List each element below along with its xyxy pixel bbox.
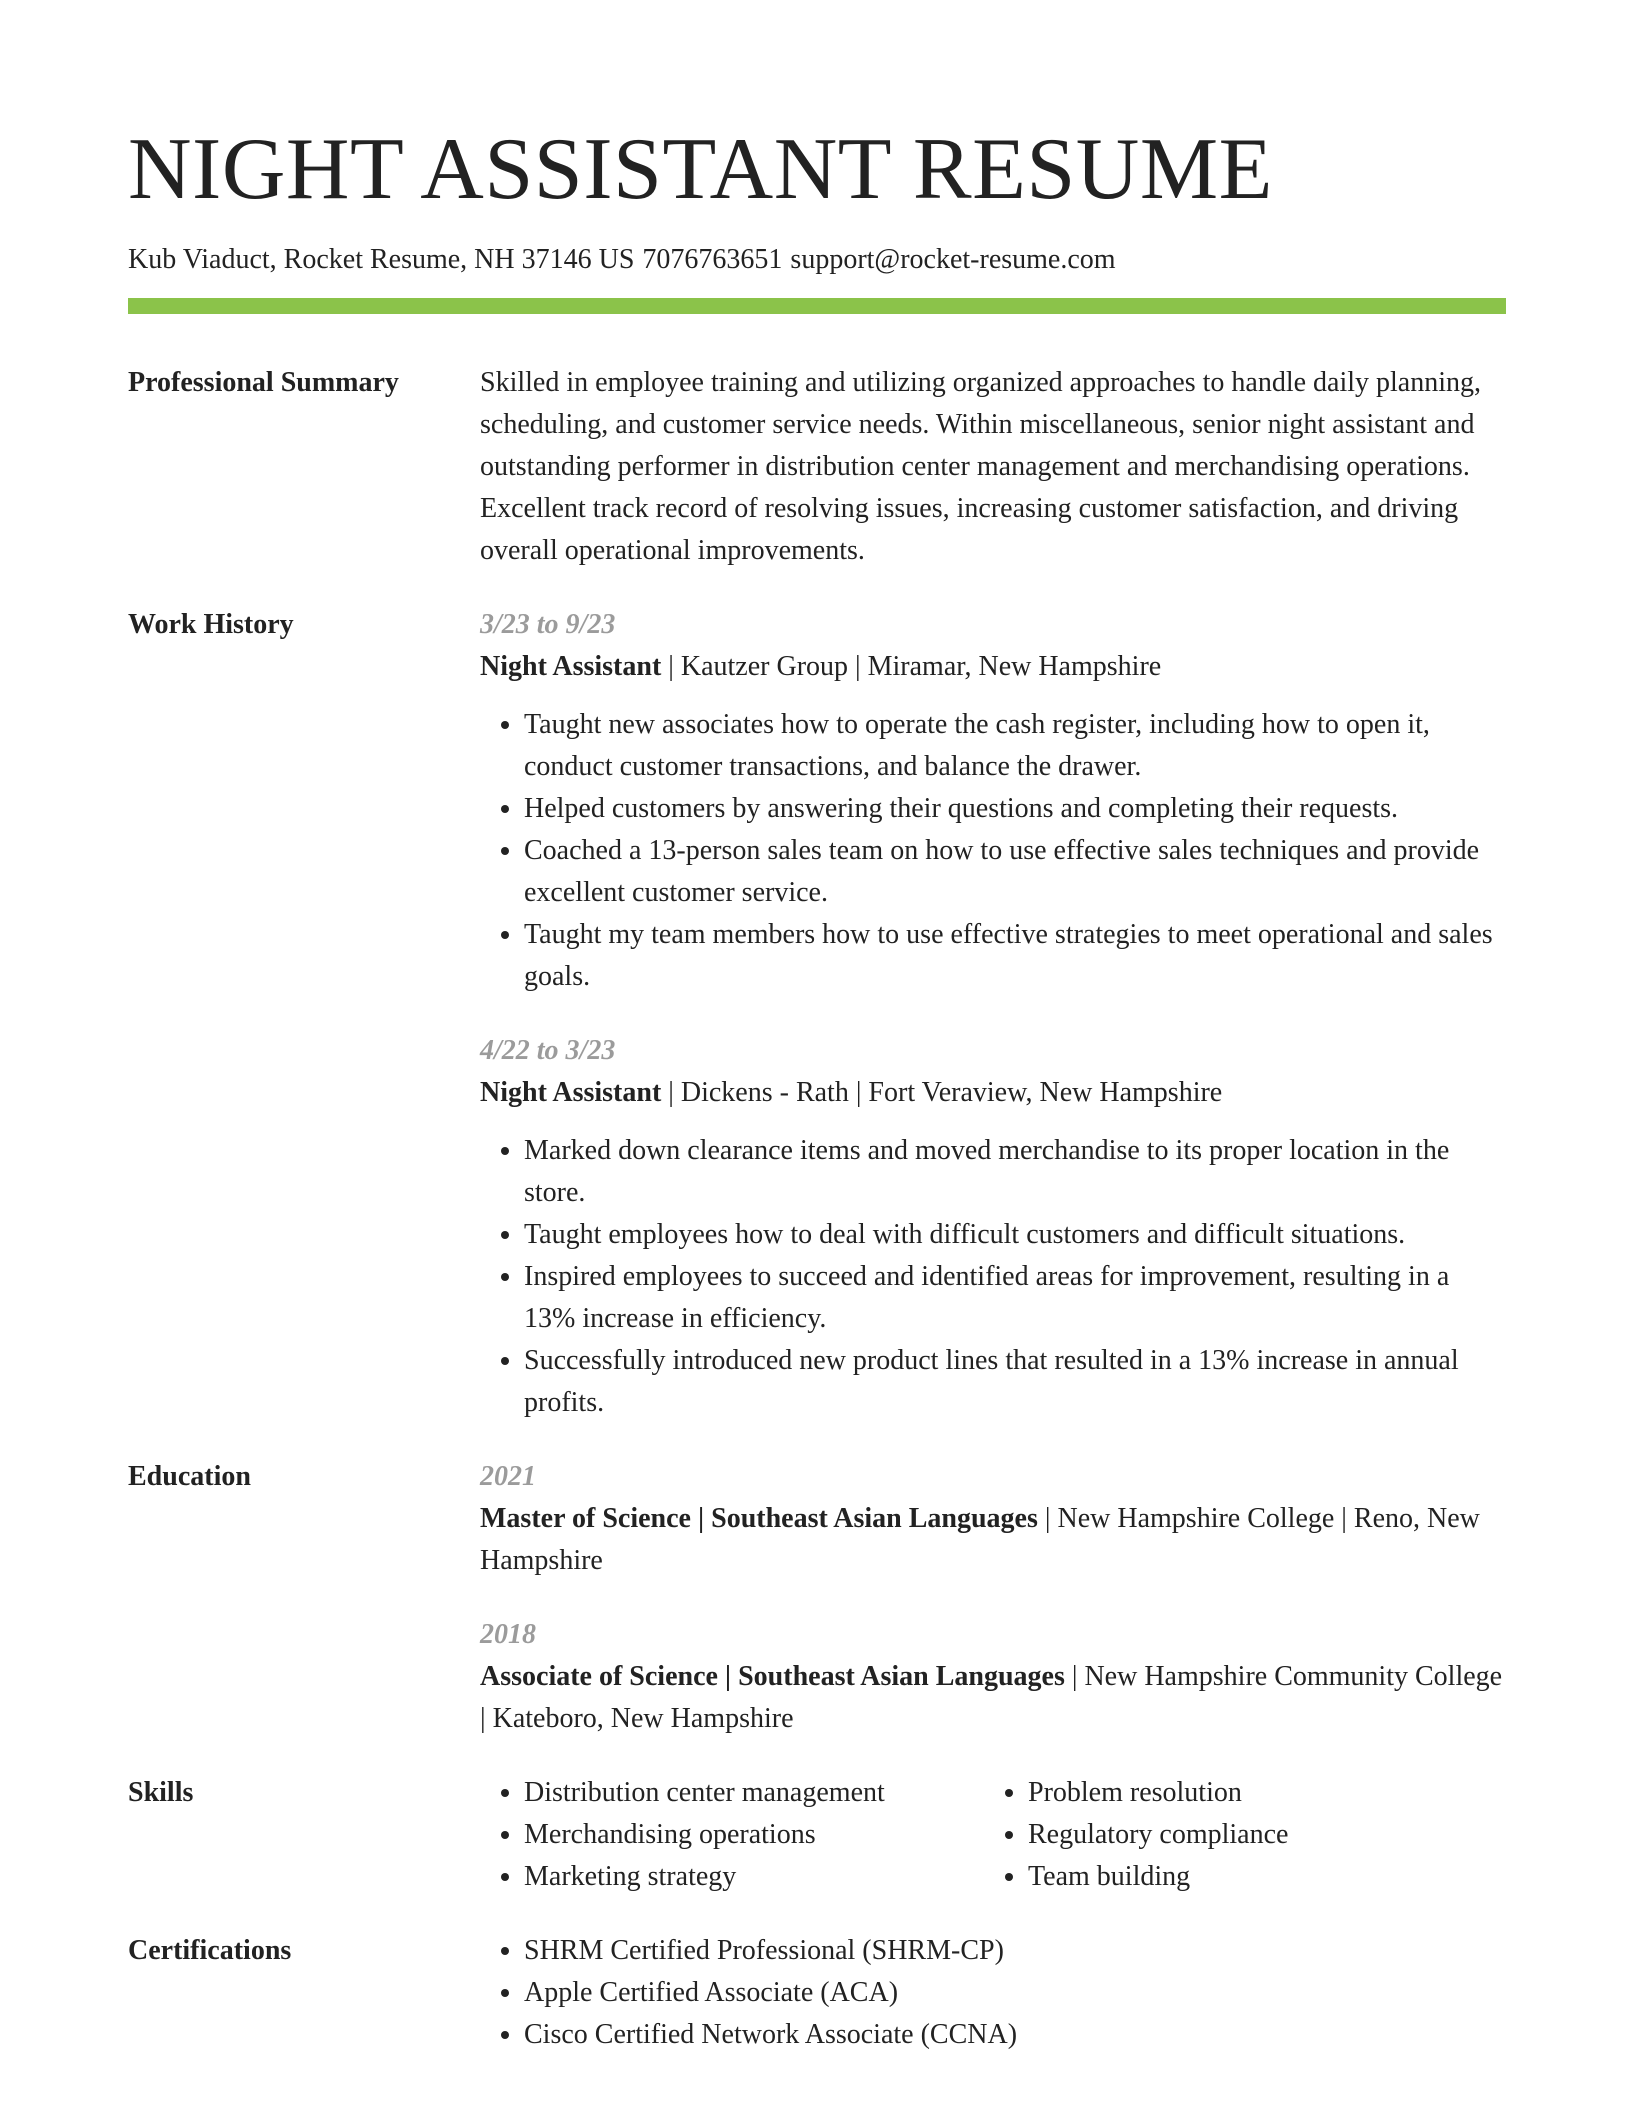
certification-item: • Apple Certified Associate (ACA) bbox=[524, 1972, 1506, 2014]
job-bullet: • Taught employees how to deal with difficult customers and difficult situations. bbox=[524, 1214, 1506, 1256]
summary-text: Skilled in employee training and utilizing organized approaches to handle daily planning, scheduling, and customer service needs. Within miscellaneous, senior night assistant and outstanding performer in distribution center management and merchandising operations. Excellent track record of resolving issues, increasing customer satisfaction, and driving overall operational improvements. bbox=[480, 367, 1481, 566]
job-role-line bbox=[480, 646, 1506, 688]
job-bullets bbox=[480, 1130, 1506, 1424]
job-title: Night Assistant bbox=[480, 651, 662, 682]
job-bullet: • Successfully introduced new product lines that resulted in a 13% increase in annual profits. bbox=[524, 1340, 1506, 1424]
job-bullet: • Coached a 13-person sales team on how to use effective sales techniques and provide excellent customer service. bbox=[524, 830, 1506, 914]
education-details: | New Hampshire Community College | Kateboro, New Hampshire bbox=[480, 1661, 1503, 1734]
education-degree: Associate of Science | Southeast Asian Languages bbox=[480, 1661, 1065, 1692]
skill-item: • Marketing strategy bbox=[524, 1856, 984, 1898]
education-year: 2021 bbox=[480, 1461, 536, 1492]
skill-item: • Regulatory compliance bbox=[1028, 1814, 1528, 1856]
job-dates: 3/23 to 9/23 bbox=[480, 609, 616, 640]
education-entry bbox=[480, 1456, 1506, 1582]
skill-item: • Team building bbox=[1028, 1856, 1528, 1898]
job-bullet: • Marked down clearance items and moved merchandise to its proper location in the store. bbox=[524, 1130, 1506, 1214]
work-history-section bbox=[128, 604, 1506, 1424]
job-dates: 4/22 to 3/23 bbox=[480, 1035, 616, 1066]
summary-heading: Professional Summary bbox=[128, 367, 399, 398]
certifications-list bbox=[480, 1930, 1506, 2056]
job-details: | Kautzer Group | Miramar, New Hampshire bbox=[661, 651, 1162, 682]
contact-email: support@rocket-resume.com bbox=[790, 244, 1116, 275]
job-bullet: • Helped customers by answering their questions and completing their requests. bbox=[524, 788, 1506, 830]
education-section bbox=[128, 1456, 1506, 1740]
contact-line bbox=[128, 242, 1506, 278]
contact-address: Kub Viaduct, Rocket Resume, NH 37146 US bbox=[128, 244, 635, 275]
summary-section bbox=[128, 362, 1506, 572]
job-entry bbox=[480, 1030, 1506, 1424]
education-line bbox=[480, 1656, 1506, 1740]
header-divider bbox=[128, 298, 1506, 314]
contact-phone: 7076763651 bbox=[642, 244, 783, 275]
skill-item: • Distribution center management bbox=[524, 1772, 984, 1814]
job-bullet: • Taught new associates how to operate the cash register, including how to open it, conduct customer transactions, and balance the drawer. bbox=[524, 704, 1506, 788]
job-role-line bbox=[480, 1072, 1506, 1114]
education-entry bbox=[480, 1614, 1506, 1740]
education-heading: Education bbox=[128, 1461, 251, 1492]
certifications-heading: Certifications bbox=[128, 1935, 292, 1966]
education-line bbox=[480, 1498, 1506, 1582]
job-bullets bbox=[480, 704, 1506, 998]
skills-section bbox=[128, 1772, 1506, 1898]
job-entry bbox=[480, 604, 1506, 998]
skills-column-2 bbox=[984, 1772, 1528, 1898]
certification-item: • Cisco Certified Network Associate (CCNA) bbox=[524, 2014, 1506, 2056]
skills-column-1 bbox=[480, 1772, 984, 1898]
work-history-heading: Work History bbox=[128, 609, 294, 640]
education-degree: Master of Science | Southeast Asian Languages bbox=[480, 1503, 1038, 1534]
education-details: | New Hampshire College | Reno, New Hampshire bbox=[480, 1503, 1480, 1576]
skill-item: • Problem resolution bbox=[1028, 1772, 1528, 1814]
certifications-section bbox=[128, 1930, 1506, 2056]
education-year: 2018 bbox=[480, 1619, 536, 1650]
resume-title: NIGHT ASSISTANT RESUME bbox=[128, 121, 1273, 218]
certification-item: • SHRM Certified Professional (SHRM-CP) bbox=[524, 1930, 1506, 1972]
skill-item: • Merchandising operations bbox=[524, 1814, 984, 1856]
skills-grid bbox=[480, 1772, 1528, 1898]
job-title: Night Assistant bbox=[480, 1077, 662, 1108]
job-bullet: • Taught my team members how to use effective strategies to meet operational and sales goals. bbox=[524, 914, 1506, 998]
job-bullet: • Inspired employees to succeed and identified areas for improvement, resulting in a 13% increase in efficiency. bbox=[524, 1256, 1506, 1340]
job-details: | Dickens - Rath | Fort Veraview, New Hampshire bbox=[661, 1077, 1223, 1108]
skills-heading: Skills bbox=[128, 1777, 194, 1808]
